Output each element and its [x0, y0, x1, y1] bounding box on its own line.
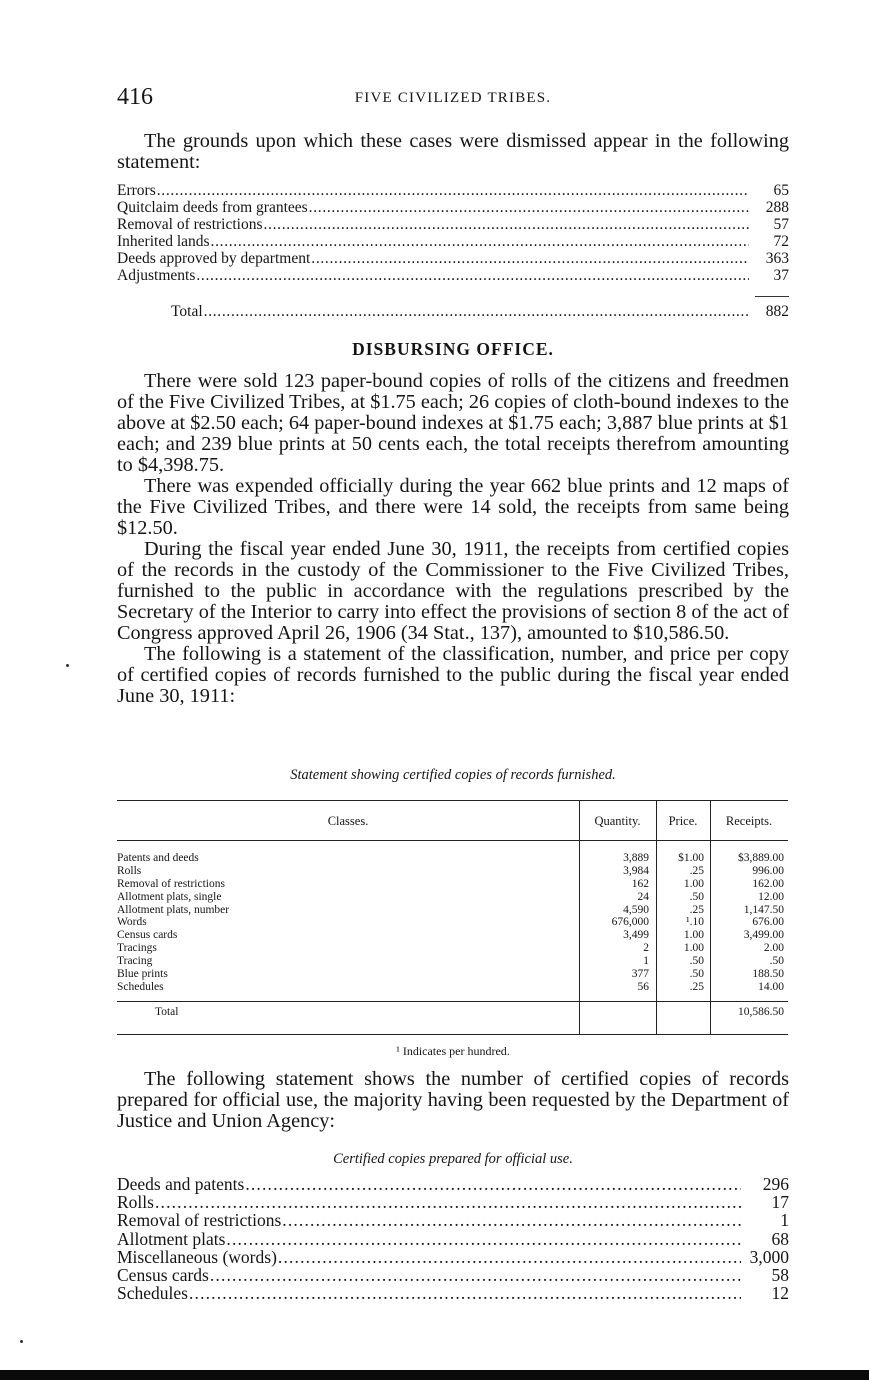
total-value: 882 — [765, 303, 789, 320]
item-value: 72 — [773, 233, 789, 250]
section-heading: DISBURSING OFFICE. — [352, 339, 554, 359]
cell-price: .50 — [689, 968, 704, 981]
list-item — [117, 267, 789, 284]
dismissal-grounds-list — [117, 182, 789, 284]
cell-price: .25 — [689, 903, 704, 916]
cell-receipts: 1,147.50 — [743, 903, 784, 916]
paragraph: The following is a statement of the classification, number, and price per copy of certified copies of records furnished to the public during the fiscal year ended June 30, 1911: — [117, 643, 789, 707]
cell-receipts: 14.00 — [758, 980, 784, 993]
cell-class: Removal of restrictions — [117, 877, 225, 890]
list-item — [117, 182, 789, 199]
item-value: 17 — [771, 1192, 789, 1213]
official-caption: Certified copies prepared for official use. — [333, 1151, 573, 1167]
cell-quantity: 4,590 — [623, 903, 649, 916]
column-header: Quantity. — [594, 814, 641, 828]
running-title: FIVE CIVILIZED TRIBES. — [354, 90, 552, 106]
item-label: Quitclaim deeds from grantees — [117, 199, 308, 216]
cell-receipts: 2.00 — [763, 942, 784, 955]
table-row — [117, 878, 788, 891]
cell-price: 1.00 — [683, 929, 704, 942]
paragraph: There was expended officially during the year 662 blue prints and 12 maps of the Five Civilized Tribes, and there were 14 sold, the receipts from same being $12.50. — [117, 475, 789, 539]
cell-quantity: 377 — [631, 968, 649, 981]
list-item — [117, 199, 789, 216]
item-value: 37 — [773, 267, 789, 284]
cell-class: Patents and deeds — [117, 852, 199, 864]
table-row — [117, 865, 788, 878]
cell-receipts: $3,889.00 — [738, 852, 784, 864]
cell-receipts: 676.00 — [752, 916, 784, 929]
list-item — [117, 216, 789, 233]
item-value: 68 — [771, 1228, 789, 1249]
column-header: Classes. — [327, 814, 369, 828]
intro-text: The grounds upon which these cases were dismissed appear in the following statement: — [117, 130, 789, 173]
cell-receipts: 12.00 — [758, 890, 784, 903]
table-row — [117, 916, 788, 929]
item-value: 363 — [765, 250, 789, 267]
page-number: 416 — [117, 84, 153, 110]
table-footnote: ¹ Indicates per hundred. — [396, 1044, 510, 1058]
records-table — [117, 800, 788, 1036]
item-label: Adjustments — [117, 267, 196, 284]
cell-price: .25 — [689, 864, 704, 877]
cell-price: 1.00 — [683, 877, 704, 890]
list-item — [117, 1175, 789, 1193]
cell-class: Census cards — [117, 929, 178, 942]
item-label: Deeds approved by department — [117, 250, 311, 267]
paragraph: The following statement shows the number of certified copies of records prepared for official use, the majority having been requested by the Department of Justice and Union Agency: — [117, 1068, 789, 1132]
cell-receipts: 162.00 — [752, 877, 784, 890]
cell-receipts: 3,499.00 — [743, 929, 784, 942]
cell-quantity: 162 — [631, 877, 649, 890]
cell-price: 1.00 — [683, 942, 704, 955]
item-label: Allotment plats — [117, 1228, 226, 1249]
table-row — [117, 981, 788, 994]
item-label: Census cards — [117, 1265, 209, 1286]
cell-class: Schedules — [117, 980, 164, 993]
sum-rule — [755, 296, 789, 297]
item-value: 296 — [762, 1174, 789, 1194]
table-row — [117, 929, 788, 942]
list-item — [117, 1211, 789, 1229]
cell-class: Rolls — [117, 864, 142, 877]
paragraph: There were sold 123 paper-bound copies of rolls of the citizens and freedmen of the Five Civilized Tribes, at $1.75 each; 26 copies of cloth-bound indexes to the above at $2.50 each; 64 paper-bound indexes at $1.75 each; 3,887 blue prints at $1 each; and 239 blue prints at 50 cents each, the total receipts therefrom amounting to $4,398.75. — [117, 370, 789, 476]
cell-receipts: .50 — [769, 955, 784, 968]
cell-receipts: 996.00 — [752, 864, 784, 877]
official-paragraph — [117, 1069, 789, 1132]
cell-class: Allotment plats, single — [117, 890, 222, 903]
cell-price: $1.00 — [678, 852, 704, 864]
cell-quantity: 2 — [643, 942, 649, 955]
item-value: 12 — [771, 1283, 789, 1304]
cell-class: Tracings — [117, 942, 157, 955]
total-receipts: 10,586.50 — [737, 1006, 784, 1018]
cell-price: .50 — [689, 955, 704, 968]
table-caption: Statement showing certified copies of records furnished. — [290, 767, 616, 783]
item-label: Rolls — [117, 1192, 154, 1213]
print-speck — [20, 1340, 23, 1343]
cell-quantity: 56 — [637, 980, 649, 993]
cell-quantity: 3,984 — [623, 864, 649, 877]
paragraph: During the fiscal year ended June 30, 1911, the receipts from certified copies of the records in the custody of the Commissioner to the Five Civilized Tribes, furnished to the public in accordance with the regulations prescribed by the Secretary of the Interior to carry into effect the provisions of section 8 of the act of Congress approved April 26, 1906 (34 Stat., 137), amounted to $10,586.50. — [117, 538, 789, 644]
cell-price: ¹.10 — [686, 916, 704, 929]
list-item — [117, 1230, 789, 1248]
total-label: Total — [155, 1006, 179, 1018]
item-value: 288 — [765, 199, 789, 216]
scan-edge — [0, 1370, 869, 1380]
item-value: 65 — [773, 182, 789, 199]
list-item — [117, 1248, 789, 1266]
list-item — [117, 1266, 789, 1284]
table-row — [117, 904, 788, 917]
list-item — [117, 1193, 789, 1211]
cell-quantity: 676,000 — [611, 916, 649, 929]
cell-class: Blue prints — [117, 968, 168, 981]
item-label: Miscellaneous (words) — [117, 1246, 277, 1267]
dismissal-total — [117, 303, 789, 320]
table-row — [117, 955, 788, 968]
table-body — [117, 852, 788, 994]
list-item — [117, 1284, 789, 1302]
item-value: 3,000 — [749, 1246, 789, 1267]
table-row — [117, 891, 788, 904]
table-row — [117, 968, 788, 981]
cell-class: Allotment plats, number — [117, 903, 230, 916]
disbursing-paragraphs — [117, 371, 789, 707]
item-label: Removal of restrictions — [117, 1210, 282, 1231]
item-value: 57 — [773, 216, 789, 233]
cell-receipts: 188.50 — [752, 968, 784, 981]
item-label: Schedules — [117, 1283, 188, 1304]
intro-paragraph — [117, 131, 789, 173]
item-value: 1 — [780, 1210, 789, 1231]
column-header: Price. — [668, 814, 698, 828]
cell-price: .25 — [689, 980, 704, 993]
table-row — [117, 852, 788, 865]
page-header — [117, 84, 789, 110]
cell-quantity: 24 — [637, 890, 649, 903]
cell-quantity: 3,889 — [623, 852, 649, 864]
list-item — [117, 233, 789, 250]
table-row — [117, 942, 788, 955]
item-label: Removal of restrictions — [117, 216, 263, 233]
list-item — [117, 250, 789, 267]
item-label: Deeds and patents — [117, 1174, 245, 1194]
cell-quantity: 1 — [643, 955, 649, 968]
cell-quantity: 3,499 — [623, 929, 649, 942]
column-header: Receipts. — [725, 814, 773, 828]
official-copies-list — [117, 1175, 789, 1302]
item-label: Inherited lands — [117, 233, 210, 250]
cell-price: .50 — [689, 890, 704, 903]
item-value: 58 — [771, 1265, 789, 1286]
total-label: Total — [171, 303, 203, 320]
cell-class: Tracing — [117, 955, 153, 968]
cell-class: Words — [117, 916, 147, 929]
print-speck — [66, 664, 69, 667]
item-label: Errors — [117, 182, 156, 199]
table-total-row — [117, 1006, 788, 1019]
